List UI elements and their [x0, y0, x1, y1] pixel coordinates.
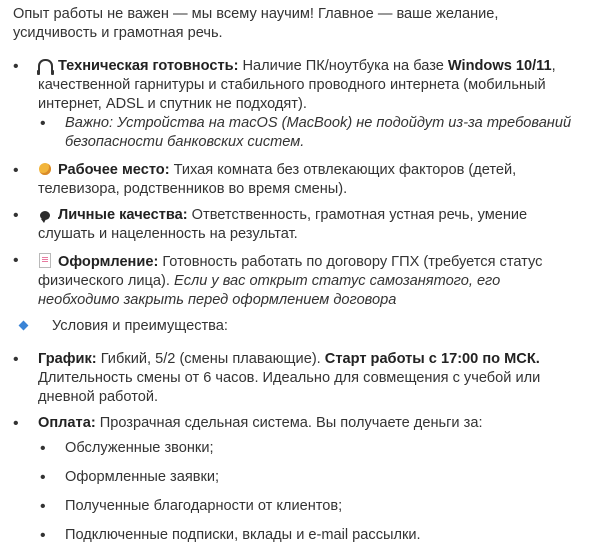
bullet: • [40, 440, 46, 457]
face-emoji-icon [38, 161, 52, 180]
bullet: • [13, 162, 19, 179]
bullet: • [13, 415, 19, 432]
list-item-workplace [13, 161, 585, 199]
schedule-start: Старт работы с 17:00 по МСК. [324, 351, 540, 367]
workplace-title: Рабочее место: [58, 162, 170, 178]
diamond-bullet-icon [19, 321, 29, 331]
bullet: • [13, 351, 19, 368]
list-item-qualities [13, 206, 585, 244]
list-item-tech-note [40, 114, 580, 152]
pay-title: Оплата: [38, 415, 96, 431]
bullet: • [40, 115, 46, 132]
list-item-schedule [13, 350, 585, 407]
bullet: • [13, 58, 19, 75]
conditions-heading: Условия и преимущества: [52, 318, 228, 334]
headphones-icon [38, 57, 52, 76]
bullet: • [40, 498, 46, 515]
speech-bubble-icon [38, 206, 52, 225]
list-item-pay [13, 414, 585, 433]
list-item-registration [13, 251, 585, 310]
tech-windows: Windows 10/11 [447, 58, 552, 74]
registration-note: Если у вас открыт статус самозанятого, его необходимо закрыть перед оформлением договора [38, 273, 501, 308]
qualities-title: Личные качества: [58, 207, 188, 223]
workplace-text: Тихая комната без отвлекающих факторов (детей, телевизора, родственников во время смены). [38, 162, 517, 197]
list-item-tech [13, 57, 585, 114]
pay-item-text: Полученные благодарности от клиентов; [65, 498, 343, 514]
tech-text-c: , качественной гарнитуры и стабильного проводного интернета (мобильный интернет, ADSL и спутник не подходят). [38, 58, 556, 112]
pay-item [40, 526, 580, 545]
pay-item [40, 497, 580, 516]
document-icon [38, 251, 52, 272]
bullet: • [40, 527, 46, 544]
bullet: • [40, 469, 46, 486]
bullet: • [13, 207, 19, 224]
registration-title: Оформление: [58, 254, 159, 270]
tech-text-a: Наличие ПК/ноутбука на базе [238, 58, 448, 74]
pay-item [40, 468, 580, 487]
pay-item-text: Обслуженные звонки; [65, 440, 214, 456]
bullet: • [13, 252, 19, 269]
pay-item-text: Подключенные подписки, вклады и e-mail рассылки. [65, 527, 421, 543]
tech-title: Техническая готовность: [58, 58, 239, 74]
registration-text: Готовность работать по договору ГПХ (требуется статус физического лица). [38, 254, 543, 289]
schedule-text-c: Длительность смены от 6 часов. Идеально для совмещения с учебой или дневной работой. [38, 370, 541, 405]
qualities-text: Ответственность, грамотная устная речь, умение слушать и нацеленность на результат. [38, 207, 528, 242]
schedule-text-a: Гибкий, 5/2 (смены плавающие). [96, 351, 325, 367]
tech-note: Важно: Устройства на macOS (MacBook) не подойдут из-за требований безопасности банковских систем. [65, 115, 572, 150]
schedule-title: График: [38, 351, 97, 367]
pay-item-text: Оформленные заявки; [65, 469, 220, 485]
intro-text: Опыт работы не важен — мы всему научим! Главное — ваше желание, усидчивость и грамотная речь. [13, 6, 499, 41]
pay-item [40, 439, 580, 458]
pay-text: Прозрачная сдельная система. Вы получаете деньги за: [95, 415, 483, 431]
